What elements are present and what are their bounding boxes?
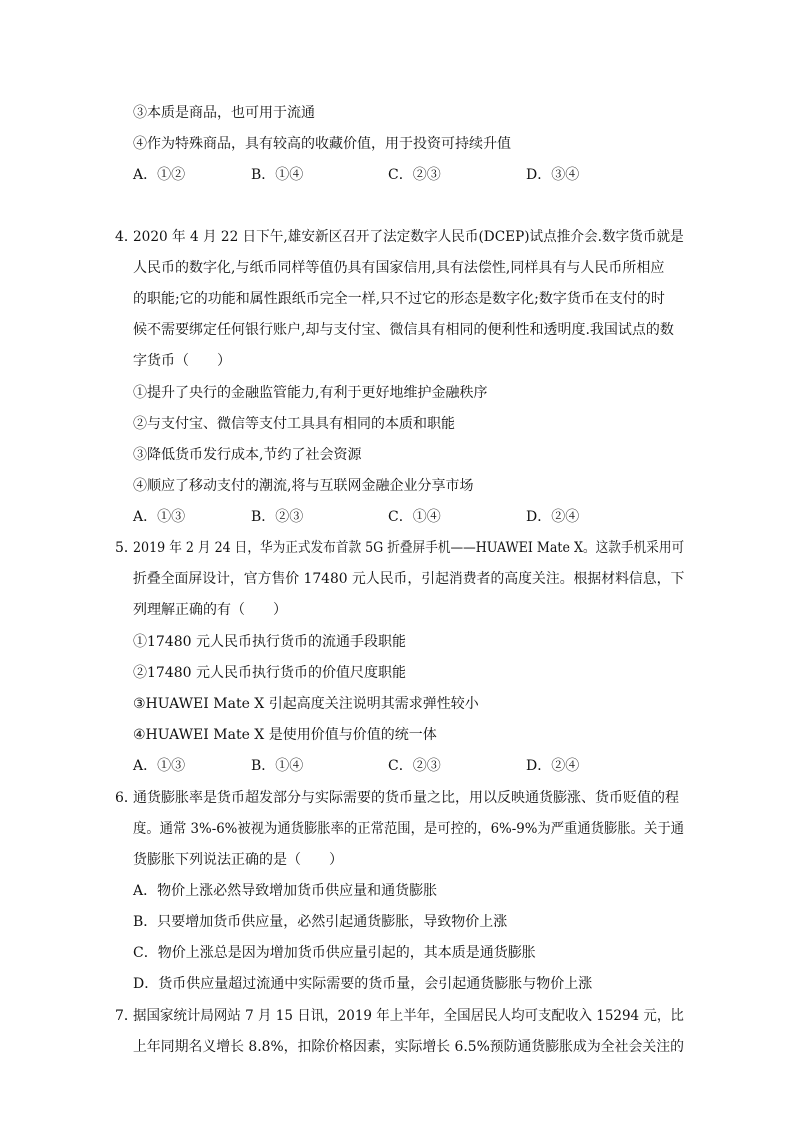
q4-stem-line-3: 的职能;它的功能和属性跟纸币完全一样,只不过它的形态是数字化;数字货币在支付的时 xyxy=(133,291,665,307)
q5-option-a: A．①③ xyxy=(133,758,186,774)
q3-option-d: D．③④ xyxy=(526,167,580,183)
q6-option-b: B．只要增加货币供应量，必然引起通货膨胀，导致物价上涨 xyxy=(133,914,508,930)
q5-item-2: ②17480 元人民币执行货币的价值尺度职能 xyxy=(133,665,406,681)
q4-option-b: B．②③ xyxy=(251,509,304,525)
q5-item-1: ①17480 元人民币执行货币的流通手段职能 xyxy=(133,634,406,650)
q4-stem-line-5: 字货币（ ） xyxy=(133,353,231,369)
q5-stem-line-2: 折叠全面屏设计，官方售价 17480 元人民币，引起消费者的高度关注。根据材料信息，下 xyxy=(133,571,685,587)
q3-option-b: B．①④ xyxy=(251,167,304,183)
q5-item-3: ③HUAWEI Mate X 引起高度关注说明其需求弹性较小 xyxy=(133,696,479,712)
q4-option-c: C．①④ xyxy=(388,509,441,525)
q4-item-3: ③降低货币发行成本,节约了社会资源 xyxy=(133,447,362,463)
q5-options xyxy=(133,756,693,776)
q6-stem-line-2: 度。通常 3%-6%被视为通货膨胀率的正常范围，是可控的，6%-9%为严重通货膨胀。关于通 xyxy=(133,821,684,837)
q4-item-1: ①提升了央行的金融监管能力,有利于更好地维护金融秩序 xyxy=(133,385,488,401)
q3-option-a: A．①② xyxy=(133,167,186,183)
q4-options xyxy=(133,507,693,527)
q5-option-d: D．②④ xyxy=(526,758,580,774)
q6-option-a: A．物价上涨必然导致增加货币供应量和通货膨胀 xyxy=(133,883,438,899)
q4-stem-line-1: 2020 年 4 月 22 日下午,雄安新区召开了法定数字人民币(DCEP)试点推介会.数字货币就是 xyxy=(133,229,684,245)
q5-stem-line-1: 2019 年 2 月 24 日，华为正式发布首款 5G 折叠屏手机——HUAWEI Mate X。这款手机采用可 xyxy=(133,540,685,556)
q5-stem-line-3: 列理解正确的有（ ） xyxy=(133,602,287,618)
q5-item-4: ④HUAWEI Mate X 是使用价值与价值的统一体 xyxy=(133,727,437,743)
q3-options xyxy=(133,165,693,185)
q5-option-b: B．①④ xyxy=(251,758,304,774)
q6-option-d: D．货币供应量超过流通中实际需要的货币量，会引起通货膨胀与物价上涨 xyxy=(133,976,593,992)
q5-option-c: C．②③ xyxy=(388,758,441,774)
q4-stem-line-4: 候不需要绑定任何银行账户,却与支付宝、微信具有相同的便利性和透明度.我国试点的数 xyxy=(133,322,674,338)
q3-item-3: ③本质是商品，也可用于流通 xyxy=(133,105,315,121)
q4-option-a: A．①③ xyxy=(133,509,186,525)
q3-item-4: ④作为特殊商品，具有较高的收藏价值，用于投资可持续升值 xyxy=(133,136,511,152)
q4-option-d: D．②④ xyxy=(526,509,580,525)
q4-stem-line-2: 人民币的数字化,与纸币同样等值仍具有国家信用,具有法偿性,同样具有与人民币所相应 xyxy=(133,260,665,276)
q6-stem-line-1: 通货膨胀率是货币超发部分与实际需要的货币量之比，用以反映通货膨涨、货币贬值的程 xyxy=(133,790,679,806)
q4-number: 4． xyxy=(115,229,138,245)
q4-item-2: ②与支付宝、微信等支付工具具有相同的本质和职能 xyxy=(133,416,455,432)
q6-option-c: C．物价上涨总是因为增加货币供应量引起的，其本质是通货膨胀 xyxy=(133,945,536,961)
q5-number: 5． xyxy=(115,540,138,556)
q4-item-4: ④顺应了移动支付的潮流,将与互联网金融企业分享市场 xyxy=(133,478,474,494)
q7-number: 7． xyxy=(115,1008,138,1024)
q7-stem-line-2: 上年同期名义增长 8.8%，扣除价格因素，实际增长 6.5%预防通货膨胀成为全社会关注的 xyxy=(133,1039,685,1055)
q6-stem-line-3: 货膨胀下列说法正确的是（ ） xyxy=(133,852,343,868)
q7-stem-line-1: 据国家统计局网站 7 月 15 日讯，2019 年上半年，全国居民人均可支配收入 15294 元，比 xyxy=(133,1008,684,1024)
q3-option-c: C．②③ xyxy=(388,167,441,183)
q6-number: 6． xyxy=(115,790,138,806)
